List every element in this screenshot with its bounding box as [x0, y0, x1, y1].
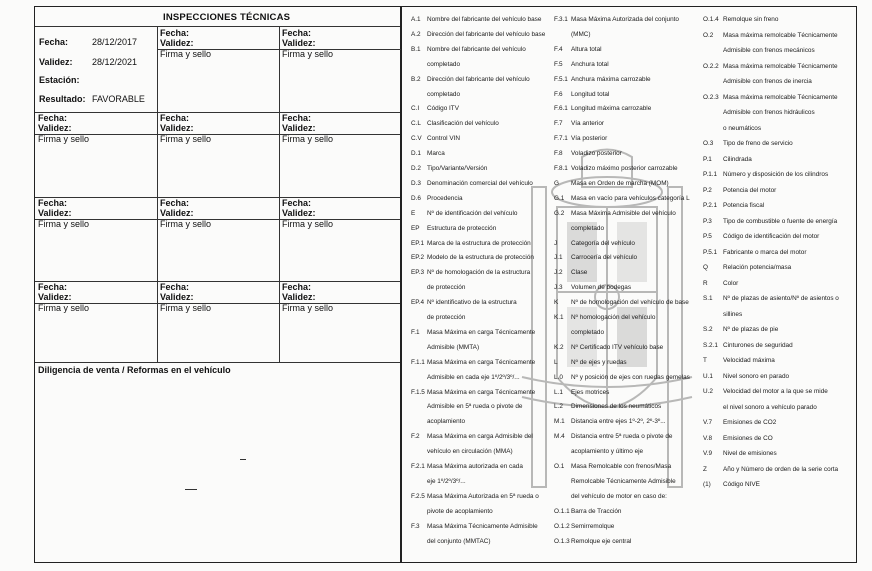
first-validez-value: 28/12/2021: [92, 57, 138, 67]
cell-firma-label: Firma y sello: [282, 49, 334, 59]
glossary-code: EP.4: [411, 299, 425, 307]
glossary-code: EP: [411, 224, 420, 232]
cell-firma-label: Firma y sello: [282, 303, 334, 313]
glossary-description: Masa en Orden de marcha (MOM): [571, 179, 669, 187]
cell-validez-label: Validez:: [160, 208, 194, 218]
glossary-code: F.3.1: [554, 16, 568, 23]
glossary-code: L.0: [554, 373, 563, 381]
glossary-description: completado: [571, 224, 605, 232]
glossary-code: P.1.1: [703, 171, 718, 178]
codes-glossary-panel: [401, 6, 857, 563]
glossary-description: pivote de acoplamiento: [427, 507, 493, 515]
glossary-description: Marca de la estructura de protección: [427, 239, 531, 247]
glossary-description: Dirección del fabricante del vehículo: [427, 75, 530, 83]
cell-fecha-label: Fecha:: [160, 282, 190, 292]
glossary-code: Q: [703, 264, 708, 271]
glossary-code: L: [554, 358, 558, 366]
cell-fecha-label: Fecha:: [282, 113, 312, 123]
glossary-code: A.1: [411, 16, 421, 23]
glossary-description: Longitud total: [571, 90, 610, 98]
sale-reforms-title: Diligencia de venta / Reformas en el vehículo: [38, 365, 231, 375]
glossary-description: Nº de ejes y ruedas: [571, 358, 627, 366]
glossary-code: J.3: [554, 284, 563, 292]
glossary-description: Nº Certificado ITV vehículo base: [571, 343, 664, 351]
scan-mark: [185, 489, 197, 490]
glossary-description: Masa Máxima en carga Técnicamente: [427, 358, 536, 366]
glossary-description: Código NIVE: [723, 481, 760, 488]
glossary-description: Remolque sin freno: [723, 16, 779, 23]
glossary-description: Masa Máxima en carga Técnicamente: [427, 328, 536, 336]
glossary-description: Vía posterior: [571, 135, 608, 143]
glossary-description: completado: [571, 328, 605, 336]
glossary-description: vehículo en circulación (MMA): [427, 448, 513, 456]
glossary-code: D.6: [411, 194, 421, 202]
glossary-code: B.2: [411, 75, 421, 83]
glossary-description: Nº y posición de ejes con ruedas gemelas: [571, 373, 690, 381]
glossary-code: J.1: [554, 254, 563, 262]
glossary-code: S.2: [703, 326, 713, 333]
glossary-description: sillines: [723, 310, 743, 318]
cell-validez-label: Validez:: [160, 292, 194, 302]
glossary-description: Carrocería del vehículo: [571, 254, 638, 262]
glossary-description: Ejes motrices: [571, 388, 610, 396]
glossary-code: F.8.1: [554, 165, 568, 172]
glossary-code: V.8: [703, 434, 713, 442]
glossary-code: P.2: [703, 186, 712, 194]
glossary-description: Admisible (MMTA): [427, 343, 480, 351]
inspections-panel: [34, 6, 401, 563]
glossary-code: F.4: [554, 45, 563, 53]
glossary-description: Masa Máxima en carga Admisible del: [427, 433, 533, 441]
glossary-description: Dimensiones de los neumáticos: [571, 403, 662, 411]
glossary-code: P.1: [703, 155, 712, 163]
glossary-description: Denominación comercial del vehículo: [427, 179, 533, 187]
glossary-code: F.2.5: [411, 492, 425, 500]
glossary-code: V.9: [703, 450, 713, 457]
glossary-description: Emisiones de CO: [723, 434, 773, 442]
glossary-code: F.1.5: [411, 388, 425, 396]
cell-firma-label: Firma y sello: [160, 303, 212, 313]
glossary-description: de protección: [427, 314, 466, 321]
glossary-code: O.1.3: [554, 537, 570, 545]
glossary-code: D.2: [411, 165, 421, 172]
glossary-code: M.4: [554, 433, 565, 441]
glossary-code: P.2.1: [703, 202, 718, 209]
glossary-code: K.1: [554, 314, 564, 321]
cell-validez-label: Validez:: [38, 208, 72, 218]
glossary-code: C.V: [411, 135, 422, 143]
glossary-description: Clasificación del vehículo: [427, 120, 499, 128]
glossary-description: Año y Número de orden de la serie corta: [723, 465, 839, 473]
glossary-description: Masa en vacío para vehículos categoría L: [571, 194, 690, 202]
glossary-code: S.1: [703, 295, 713, 302]
glossary-description: Velocidad del motor a la que se mide: [723, 388, 828, 395]
glossary-code: O.1.2: [554, 522, 570, 530]
cell-firma-label: Firma y sello: [160, 219, 212, 229]
glossary-description: del vehículo de motor en caso de:: [571, 492, 667, 500]
cell-firma-label: Firma y sello: [38, 303, 90, 313]
glossary-description: Masa Máxima autorizada en cada: [427, 463, 523, 470]
glossary-description: Nº de homologación de la estructura: [427, 269, 531, 277]
glossary-description: Nº homologación del vehículo: [571, 314, 656, 321]
glossary-code: D.1: [411, 150, 421, 158]
glossary-description: el nivel sonoro a vehículo parado: [723, 403, 817, 411]
glossary-code: L.2: [554, 403, 563, 411]
glossary-code: O.2: [703, 31, 714, 39]
glossary-description: o neumáticos: [723, 124, 762, 132]
cell-validez-label: Validez:: [160, 38, 194, 48]
glossary-description: Masa Remolcable con frenos/Masa: [571, 463, 672, 470]
glossary-description: Estructura de protección: [427, 224, 497, 232]
glossary-description: Velocidad máxima: [723, 357, 775, 364]
cell-fecha-label: Fecha:: [160, 198, 190, 208]
cell-validez-label: Validez:: [282, 208, 316, 218]
glossary-description: Tipo/Variante/Versión: [427, 165, 488, 172]
glossary-code: F.2: [411, 433, 420, 441]
glossary-description: Admisible con frenos mecánicos: [723, 47, 815, 54]
glossary-description: Categoría del vehículo: [571, 239, 635, 247]
glossary-code: F.7.1: [554, 135, 568, 143]
glossary-description: Longitud máxima carrozable: [571, 105, 652, 113]
glossary-code: F.5: [554, 60, 563, 68]
glossary-code: O.3: [703, 140, 714, 147]
glossary-description: Masa máxima remolcable Técnicamente: [723, 62, 838, 70]
glossary-code: Z: [703, 465, 707, 473]
glossary-description: Volumen de bodegas: [571, 284, 632, 292]
glossary-description: completado: [427, 90, 461, 98]
glossary-code: M.1: [554, 418, 565, 426]
glossary-description: Masa máxima remolcable Técnicamente: [723, 31, 838, 39]
glossary-description: Emisiones de CO2: [723, 419, 777, 426]
cell-fecha-label: Fecha:: [38, 113, 68, 123]
glossary-description: Modelo de la estructura de protección: [427, 254, 534, 262]
cell-fecha-label: Fecha:: [282, 282, 312, 292]
glossary-description: Remolque eje central: [571, 537, 632, 545]
cell-firma-label: Firma y sello: [282, 134, 334, 144]
glossary-description: Fabricante o marca del motor: [723, 248, 807, 256]
glossary-code: P.5: [703, 233, 712, 240]
glossary-code: E: [411, 209, 416, 217]
glossary-description: acoplamiento: [427, 418, 466, 426]
glossary-description: Voladizo posterior: [571, 150, 622, 158]
glossary-code: U.1: [703, 372, 713, 380]
glossary-description: Admisible con frenos de inercia: [723, 78, 812, 85]
glossary-description: Procedencia: [427, 194, 463, 202]
glossary-description: Nivel sonoro en parado: [723, 372, 790, 380]
glossary-code: G.2: [554, 209, 565, 217]
cell-fecha-label: Fecha:: [38, 282, 68, 292]
glossary-code: B.1: [411, 45, 421, 53]
glossary-description: Código de identificación del motor: [723, 233, 820, 240]
glossary-code: P.5.1: [703, 248, 718, 256]
glossary-description: Masa Máxima en carga Técnicamente: [427, 388, 536, 396]
glossary-code: L.1: [554, 388, 563, 396]
glossary-code: J.2: [554, 269, 563, 277]
glossary-code: P.3: [703, 217, 712, 225]
inspections-title: INSPECCIONES TÉCNICAS: [163, 12, 291, 23]
glossary-description: Marca: [427, 150, 445, 158]
cell-validez-label: Validez:: [282, 123, 316, 133]
glossary-description: Masa Máxima Autorizada del conjunto: [571, 16, 679, 23]
cell-validez-label: Validez:: [282, 292, 316, 302]
glossary-code: (1): [703, 481, 711, 488]
scan-mark: [240, 459, 246, 460]
cell-validez-label: Validez:: [160, 123, 194, 133]
cell-fecha-label: Fecha:: [160, 113, 190, 123]
glossary-code: A.2: [411, 30, 421, 38]
cell-validez-label: Validez:: [282, 38, 316, 48]
glossary-description: eje 1º/2º/3º/...: [427, 477, 466, 485]
glossary-code: F.8: [554, 150, 563, 158]
glossary-description: Vía anterior: [571, 120, 605, 128]
glossary-description: Dirección del fabricante del vehículo base: [427, 30, 546, 38]
glossary-code: V.7: [703, 419, 713, 426]
glossary-code: R: [703, 279, 708, 287]
glossary-code: EP.1: [411, 239, 425, 247]
cell-firma-label: Firma y sello: [38, 219, 90, 229]
glossary-description: Masa Máxima Autorizada en 5ª rueda o: [427, 492, 539, 500]
glossary-code: S.2.1: [703, 341, 718, 349]
glossary-code: F.5.1: [554, 75, 568, 83]
cell-fecha-label: Fecha:: [282, 198, 312, 208]
glossary-description: Color: [723, 279, 739, 287]
glossary-code: U.2: [703, 388, 713, 395]
cell-fecha-label: Fecha:: [160, 28, 190, 38]
glossary-description: Anchura máxima carrozable: [571, 75, 651, 83]
glossary-code: F.1: [411, 328, 420, 336]
glossary-code: O.1.4: [703, 16, 719, 23]
glossary-code: F.7: [554, 120, 563, 128]
glossary-description: Barra de Tracción: [571, 507, 622, 515]
cell-firma-label: Firma y sello: [160, 49, 212, 59]
glossary-code: G.1: [554, 194, 565, 202]
glossary-description: Altura total: [571, 45, 602, 53]
glossary-description: Número y disposición de los cilindros: [723, 171, 829, 178]
glossary-description: Distancia entre ejes 1º-2º, 2º-3º...: [571, 418, 666, 426]
glossary-description: Nivel de emisiones: [723, 450, 777, 457]
glossary-code: D.3: [411, 179, 421, 187]
glossary-description: Potencia fiscal: [723, 202, 765, 209]
glossary-description: completado: [427, 60, 461, 68]
glossary-description: Distancia entre 5ª rueda o pivote de: [571, 433, 673, 441]
glossary-description: Admisible con frenos hidráulicos: [723, 109, 815, 116]
glossary-code: F.6.1: [554, 105, 568, 113]
glossary-code: C.L: [411, 120, 421, 128]
glossary-description: Cinturones de seguridad: [723, 341, 793, 349]
glossary-code: EP.2: [411, 254, 425, 262]
glossary-code: T: [703, 357, 707, 364]
glossary-code: G: [554, 179, 559, 187]
glossary-code: O.1: [554, 463, 565, 470]
glossary-code: F.3: [411, 522, 420, 530]
glossary-description: Clase: [571, 269, 588, 277]
glossary-description: Cilindrada: [723, 155, 752, 163]
glossary-description: Potencia del motor: [723, 186, 777, 194]
glossary-code: F.6: [554, 90, 563, 98]
cell-fecha-label: Fecha:: [38, 198, 68, 208]
first-resultado-label: Resultado:: [39, 94, 86, 104]
glossary-description: Control VIN: [427, 135, 461, 143]
cell-validez-label: Validez:: [38, 292, 72, 302]
glossary-description: (MMC): [571, 30, 591, 38]
glossary-description: del conjunto (MMTAC): [427, 537, 491, 545]
glossary-description: Nombre del fabricante del vehículo: [427, 45, 526, 53]
glossary-description: Admisible en 5ª rueda o pivote de: [427, 403, 523, 411]
glossary-description: Admisible en cada eje 1º/2º/3º/...: [427, 373, 520, 381]
glossary-description: Tipo de freno de servicio: [723, 140, 793, 147]
glossary-description: Masa Máxima Técnicamente Admisible: [427, 522, 538, 530]
glossary-code: O.2.3: [703, 93, 719, 101]
cell-firma-label: Firma y sello: [160, 134, 212, 144]
first-fecha-label: Fecha:: [39, 37, 69, 47]
first-resultado-value: FAVORABLE: [92, 94, 145, 104]
glossary-description: Masa máxima remolcable Técnicamente: [723, 93, 838, 101]
cell-validez-label: Validez:: [38, 123, 72, 133]
glossary-description: Nº de homologación del vehículo de base: [571, 299, 689, 307]
glossary-code: K: [554, 299, 559, 307]
glossary-description: Nombre del fabricante del vehículo base: [427, 16, 542, 23]
glossary-code: F.1.1: [411, 358, 425, 366]
glossary-code: O.2.2: [703, 62, 719, 70]
glossary-description: acoplamiento y último eje: [571, 448, 644, 456]
glossary-code: C.I: [411, 105, 420, 113]
glossary-description: Nº de plazas de pie: [723, 326, 779, 333]
glossary-description: Nº de plazas de asiento/Nº de asientos o: [723, 295, 839, 302]
glossary-description: Semirremolque: [571, 522, 615, 530]
first-estacion-label: Estación:: [39, 75, 80, 85]
glossary-code: K.2: [554, 343, 564, 351]
glossary-description: Relación potencia/masa: [723, 264, 792, 271]
first-fecha-value: 28/12/2017: [92, 37, 138, 47]
first-validez-label: Validez:: [39, 57, 73, 67]
glossary-description: de protección: [427, 284, 466, 292]
glossary-description: Nº de identificación del vehículo: [427, 209, 518, 217]
glossary-code: J: [554, 239, 558, 247]
glossary-description: Masa Máxima Admisible del vehículo: [571, 209, 676, 217]
glossary-description: Voladizo máximo posterior carrozable: [571, 165, 678, 172]
glossary-description: Remolcable Técnicamente Admisible: [571, 477, 676, 485]
glossary-code: EP.3: [411, 269, 425, 277]
glossary-description: Tipo de combustible o fuente de energía: [723, 217, 838, 225]
cell-firma-label: Firma y sello: [38, 134, 90, 144]
cell-firma-label: Firma y sello: [282, 219, 334, 229]
glossary-description: Nº identificativo de la estructura: [427, 299, 517, 307]
glossary-code: F.2.1: [411, 463, 425, 470]
glossary-code: O.1.1: [554, 507, 570, 515]
glossary-description: Anchura total: [571, 60, 609, 68]
cell-fecha-label: Fecha:: [282, 28, 312, 38]
glossary-description: Código ITV: [427, 105, 459, 113]
